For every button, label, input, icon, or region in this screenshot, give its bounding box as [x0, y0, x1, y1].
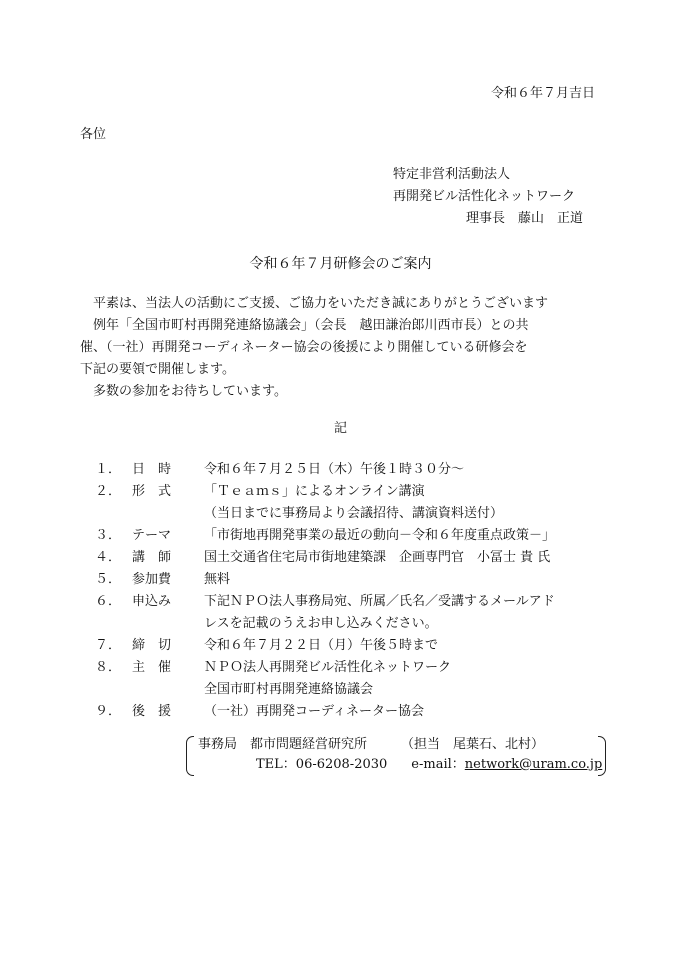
- sender-org-name: 再開発ビル活性化ネットワーク: [393, 189, 576, 204]
- detail-item-format: [95, 485, 555, 529]
- item-label: テーマ: [132, 528, 172, 543]
- contact-email-link[interactable]: network@uram.co.jp: [464, 757, 603, 772]
- detail-item-support: [95, 705, 555, 727]
- body-line: 下記の要領で開催します。: [80, 362, 235, 377]
- item-number: ４．: [95, 550, 122, 565]
- contact-person: （担当 尾葉石、北村）: [401, 737, 545, 752]
- contact-tel: TEL：06-6208-2030: [256, 757, 388, 772]
- body-line: 催、（一社）再開発コーディネーター協会の後援により開催している研修会を: [80, 340, 528, 355]
- item-value: 無料: [204, 572, 231, 587]
- item-value: （当日までに事務局より会議招待、講演資料送付）: [204, 506, 504, 521]
- item-label: 申込み: [132, 594, 172, 609]
- item-number: ５．: [95, 572, 122, 587]
- item-value: 令和６年７月２５日（木）午後１時３０分～: [204, 462, 465, 477]
- addressee: 各位: [80, 127, 107, 142]
- item-value: 下記ＮＰＯ法人事務局宛、所属／氏名／受講するメールアド: [204, 594, 555, 609]
- item-number: ８．: [95, 660, 122, 675]
- contact-box: [186, 734, 606, 776]
- left-bracket: [186, 736, 194, 776]
- detail-item-theme: [95, 529, 555, 551]
- date: 令和６年７月吉日: [490, 86, 595, 101]
- detail-item-datetime: [95, 463, 555, 485]
- item-value: 令和６年７月２２日（月）午後５時まで: [204, 638, 439, 653]
- detail-item-fee: [95, 573, 555, 595]
- ki-heading: 記: [333, 421, 347, 436]
- detail-item-organizer: [95, 661, 555, 705]
- contact-office: 事務局 都市問題経営研究所: [198, 737, 368, 752]
- detail-item-application: [95, 595, 555, 639]
- item-value: ＮＰＯ法人再開発ビル活性化ネットワーク: [204, 660, 452, 675]
- item-value: 国土交通省住宅局市街地建築課 企画専門官 小冨士 貴 氏: [204, 550, 551, 565]
- item-label: 日 時: [132, 462, 172, 477]
- item-number: １．: [95, 462, 122, 477]
- body-line: 例年「全国市町村再開発連絡協議会」（会長 越田謙治郎川西市長）との共: [93, 318, 529, 333]
- document-title: 令和６年７月研修会のご案内: [249, 256, 432, 272]
- item-number: ９．: [95, 704, 122, 719]
- item-label: 後 援: [132, 704, 172, 719]
- item-label: 主 催: [132, 660, 172, 675]
- contact-email-label: e-mail：: [411, 757, 465, 772]
- item-value: 全国市町村再開発連絡協議会: [204, 682, 374, 697]
- body-text: [80, 297, 620, 407]
- item-label: 形 式: [132, 484, 172, 499]
- sender-org-type: 特定非営利活動法人: [393, 167, 511, 182]
- item-value: レスを記載のうえお申し込みください。: [204, 616, 438, 631]
- item-label: 参加費: [132, 572, 172, 587]
- sender-representative: 理事長 藤山 正道: [466, 211, 584, 226]
- item-number: ３．: [95, 528, 122, 543]
- details-list: [95, 463, 555, 727]
- body-line: 多数の参加をお待ちしています。: [93, 384, 287, 399]
- item-value: （一社）再開発コーディネーター協会: [204, 704, 424, 719]
- item-number: ７．: [95, 638, 122, 653]
- item-number: ６．: [95, 594, 122, 609]
- item-value: 「市街地再開発事業の最近の動向－令和６年度重点政策－」: [204, 528, 556, 543]
- body-line: 平素は、当法人の活動にご支援、ご協力をいただき誠にありがとうございます: [93, 296, 549, 311]
- item-label: 講 師: [132, 550, 172, 565]
- detail-item-lecturer: [95, 551, 555, 573]
- detail-item-deadline: [95, 639, 555, 661]
- item-value: 「Ｔｅａｍｓ」によるオンライン講演: [204, 484, 425, 499]
- sender-block: [393, 168, 583, 234]
- item-number: ２．: [95, 484, 122, 499]
- item-label: 締 切: [132, 638, 172, 653]
